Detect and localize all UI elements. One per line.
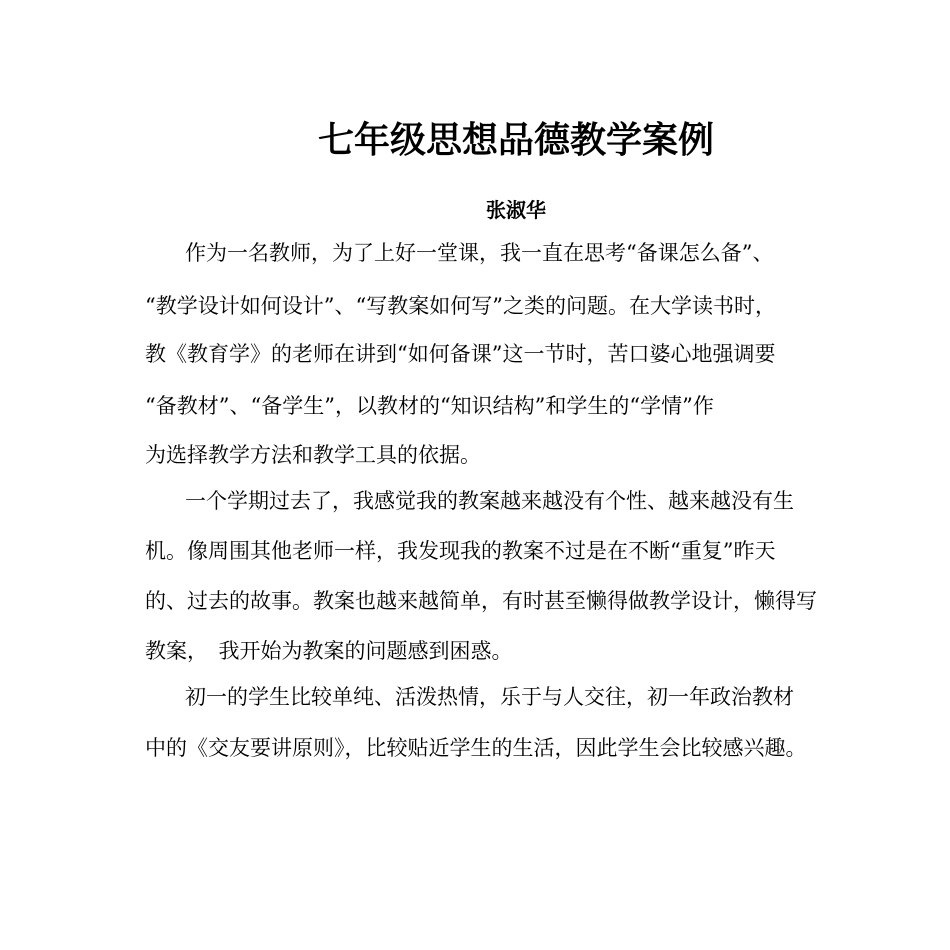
paragraph-3-line-1: 初一的学生比较单纯、活泼热情，乐于与人交往，初一年政治教材 <box>185 685 794 709</box>
paragraph-1-line-1: 作为一名教师，为了上好一堂课，我一直在思考“备课怎么备”、 <box>185 241 774 265</box>
paragraph-1-line-4: “备教材”、“备学生”，以教材的“知识结构”和学生的“学情”作 <box>145 394 714 418</box>
paragraph-2-line-3: 的、过去的故事。教案也越来越简单，有时甚至懒得做教学设计，懒得写 <box>145 589 817 613</box>
paragraph-1-line-5: 为选择教学方法和教学工具的依据。 <box>145 443 481 467</box>
paragraph-2-line-2: 机。像周围其他老师一样，我发现我的教案不过是在不断“重复”昨天 <box>145 539 776 563</box>
paragraph-1-line-3: 教《教育学》的老师在讲到“如何备课”这一节时，苦口婆心地强调要 <box>145 342 776 366</box>
paragraph-2-line-4: 教案， 我开始为教案的问题感到困惑。 <box>145 639 513 663</box>
paragraph-3-line-2: 中的《交友要讲原则》，比较贴近学生的生活，因此学生会比较感兴趣。 <box>145 736 807 760</box>
paragraph-2-line-1: 一个学期过去了，我感觉我的教案越来越没有个性、越来越没有生 <box>185 489 794 513</box>
paragraph-1-line-2: “教学设计如何设计”、“写教案如何写”之类的问题。在大学读书时， <box>145 294 776 318</box>
document-title: 七年级思想品德教学案例 <box>318 119 715 161</box>
author-name: 张淑华 <box>486 198 546 222</box>
